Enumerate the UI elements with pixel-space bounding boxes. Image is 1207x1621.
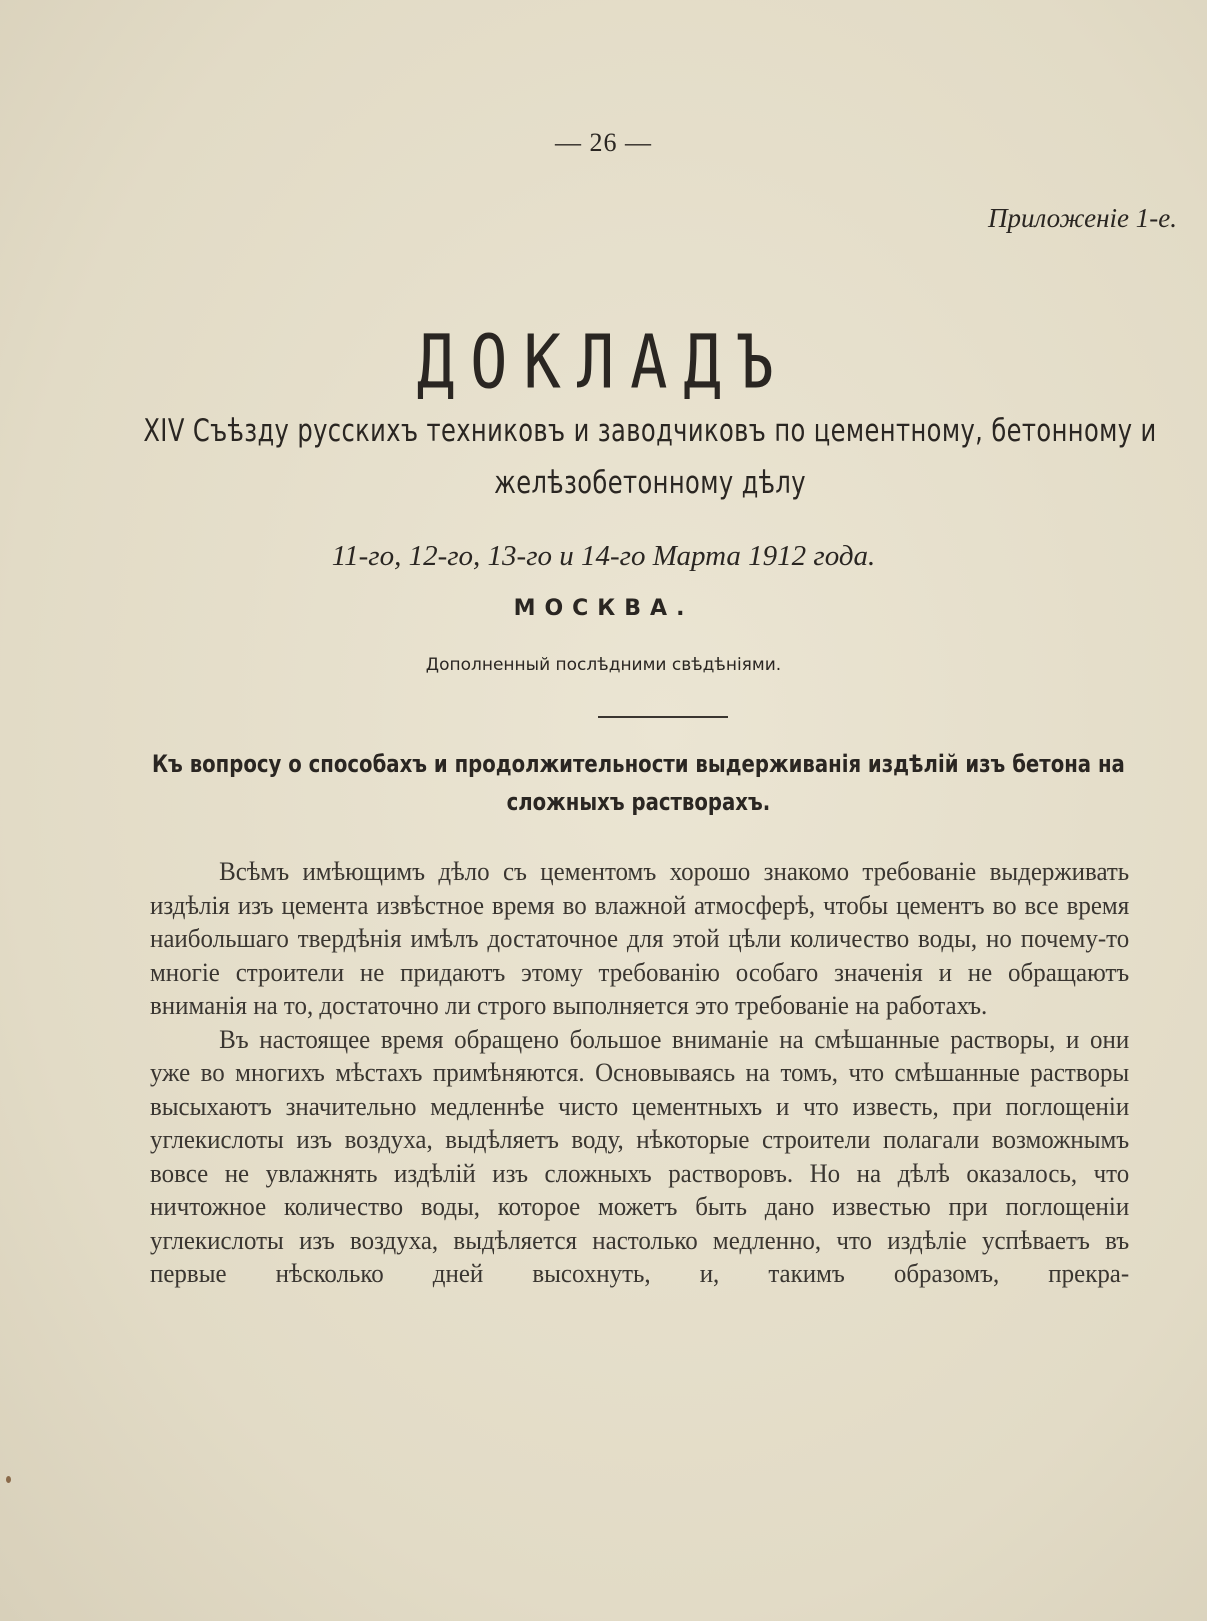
supplement-note: Дополненный послѣдними свѣдѣніями.: [425, 655, 782, 675]
paragraph: Въ настоящее время обращено большое вниманіе на смѣшанные растворы, и они уже во многихъ мѣстахъ примѣняются. Основываясь на томъ, что смѣшанные растворы высыхаютъ значительно медленнѣе чисто цементныхъ и что известь, при поглощеніи углекислоты изъ воздуха, выдѣляетъ воду, нѣкоторые строители полагали возможнымъ вовсе не увлажнять издѣлій изъ сложныхъ растворовъ. Но на дѣлѣ оказалось, что ничтожное количество воды, которое можетъ быть дано известью при поглощеніи углекислоты изъ воздуха, выдѣляется настолько медленно, что издѣліе успѣваетъ въ первые нѣсколько дней высохнуть, и, такимъ образомъ, прекра-: [150, 1024, 1130, 1288]
body-text: [150, 855, 1129, 1291]
document-title: ДОКЛАДЪ: [416, 318, 791, 406]
appendix-label: Приложеніе 1-е.: [987, 203, 1177, 233]
congress-dates: 11-го, 12-го, 13-го и 14-го Марта 1912 года.: [331, 540, 876, 572]
paragraph: Всѣмъ имѣющимъ дѣло съ цементомъ хорошо знакомо требованіе выдерживать издѣлія изъ цемента извѣстное время во влажной атмосферѣ, чтобы цементъ во все время наибольшаго твердѣнія имѣлъ достаточное для этой цѣли количество воды, но почему-то многіе строители не придаютъ этому требованію особаго значенія и не обращаютъ вниманія на то, достаточно ли строго выполняется это требованіе на работахъ.: [150, 857, 1130, 1020]
city-name: МОСКВА.: [513, 596, 694, 621]
paper-speck: [6, 1476, 11, 1483]
divider-rule: [598, 716, 728, 718]
section-title: Къ вопросу о способахъ и продолжительности выдерживанія издѣлій изъ бетона на сложныхъ растворахъ.: [151, 750, 1125, 816]
page-number: — 26 —: [555, 128, 652, 157]
document-subtitle: XIV Съѣзду русскихъ техниковъ и заводчиковъ по цементному, бетонному и желѣзобетонному дѣлу: [143, 413, 1157, 501]
